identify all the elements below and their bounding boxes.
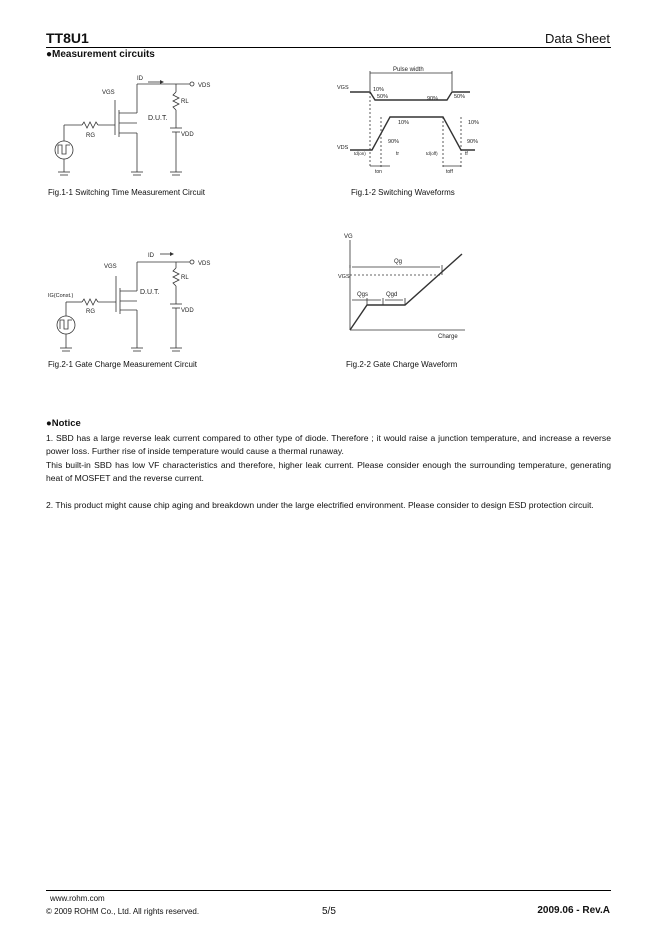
notice-paragraph-2: This built-in SBD has low VF characteristics and therefore, higher leak current. Please consider enough the surrounding temperature, generating heat of MOSFET and the reverse current. <box>46 459 611 484</box>
fig12-10c-label: 10% <box>468 120 480 126</box>
fig-1-2-caption: Fig.1-2 Switching Waveforms <box>351 188 455 197</box>
notice-paragraph-1: 1. SBD has a large reverse leak current compared to other type of diode. Therefore ; it would raise a junction temperature, and increase a reverse power loss. Further rise of inside temperature would cause a thermal runaway. <box>46 433 611 457</box>
fig21-dut-label: D.U.T. <box>140 289 160 296</box>
fig11-vgs-label: VGS <box>102 90 115 96</box>
fig12-vgs-label: VGS <box>337 85 349 91</box>
revision-label: 2009.06 - Rev.A <box>537 905 610 916</box>
fig21-vdd-label: VDD <box>181 308 194 314</box>
fig22-qgd-label: Qgd <box>386 292 398 298</box>
fig-1-1-caption: Fig.1-1 Switching Time Measurement Circuit <box>48 188 205 197</box>
footer-url[interactable]: www.rohm.com <box>50 894 105 903</box>
fig21-id-label: ID <box>148 253 154 259</box>
fig21-vds-label: VDS <box>198 261 211 267</box>
fig22-vgs-label: VGS <box>338 274 350 280</box>
fig12-90b-label: 90% <box>388 139 400 145</box>
fig11-rl-label: RL <box>181 99 189 105</box>
fig22-qg-label: Qg <box>394 259 403 265</box>
footer-divider <box>46 890 611 891</box>
page-number: 5/5 <box>322 906 336 917</box>
fig11-dut-label: D.U.T. <box>148 115 168 122</box>
document-type: Data Sheet <box>544 31 610 46</box>
fig-1-2-switching-waveforms <box>335 62 505 177</box>
section-title: ●Measurement circuits <box>46 49 155 60</box>
notice-paragraph-3: 2. This product might cause chip aging and breakdown under the large electrified environment. Please consider to design ESD protection circuit. <box>46 500 594 511</box>
fig21-ig-label: IG(Const.) <box>48 293 74 299</box>
fig21-rg-label: RG <box>86 309 95 315</box>
fig22-qgs-label: Qgs <box>357 292 369 298</box>
fig22-vg-label: VG <box>344 234 353 240</box>
rg-resistor <box>82 299 98 305</box>
rl-resistor <box>173 92 179 110</box>
fig22-charge-label: Charge <box>438 334 458 340</box>
vds-waveform <box>350 117 475 150</box>
fig12-vds-label: VDS <box>337 145 349 151</box>
notice-body <box>46 432 611 512</box>
notice-title: ●Notice <box>46 418 81 429</box>
fig12-tr-label: tr <box>396 151 400 157</box>
fig12-tdoff-label: td(off) <box>426 151 438 156</box>
fig11-rg-label: RG <box>86 133 95 139</box>
document-title: TT8U1 <box>46 30 89 46</box>
fig12-ton-label: ton <box>375 169 382 175</box>
fig-2-1-gate-charge-circuit <box>40 240 270 360</box>
fig11-vds-label: VDS <box>198 83 211 89</box>
fig12-tf-label: tf <box>465 151 468 157</box>
fig12-90a-label: 90% <box>427 96 439 102</box>
vgs-pulse-waveform <box>350 92 470 100</box>
fig21-vgs-label: VGS <box>104 264 117 270</box>
footer-copyright: © 2009 ROHM Co., Ltd. All rights reserved. <box>46 907 200 916</box>
fig11-id-label: ID <box>137 76 143 82</box>
fig-1-1-switching-time-circuit <box>40 60 270 185</box>
fig-2-2-gate-charge-waveform <box>330 230 480 345</box>
fig12-10a-label: 10% <box>373 87 385 93</box>
fig12-tdon-label: td(on) <box>354 151 366 156</box>
fig12-pulse-width-label: Pulse width <box>393 67 424 73</box>
fig11-vdd-label: VDD <box>181 132 194 138</box>
fig12-toff-label: toff <box>446 169 453 175</box>
fig12-10b-label: 10% <box>398 120 410 126</box>
fig-2-2-caption: Fig.2-2 Gate Charge Waveform <box>346 360 458 369</box>
header-divider <box>46 47 611 48</box>
fig-2-1-caption: Fig.2-1 Gate Charge Measurement Circuit <box>48 360 197 369</box>
fig12-50a-label: 50% <box>377 94 389 100</box>
fig12-50b-label: 50% <box>454 94 466 100</box>
fig12-90c-label: 90% <box>467 139 479 145</box>
rl-resistor <box>173 268 179 286</box>
fig21-rl-label: RL <box>181 275 189 281</box>
rg-resistor <box>82 122 98 128</box>
